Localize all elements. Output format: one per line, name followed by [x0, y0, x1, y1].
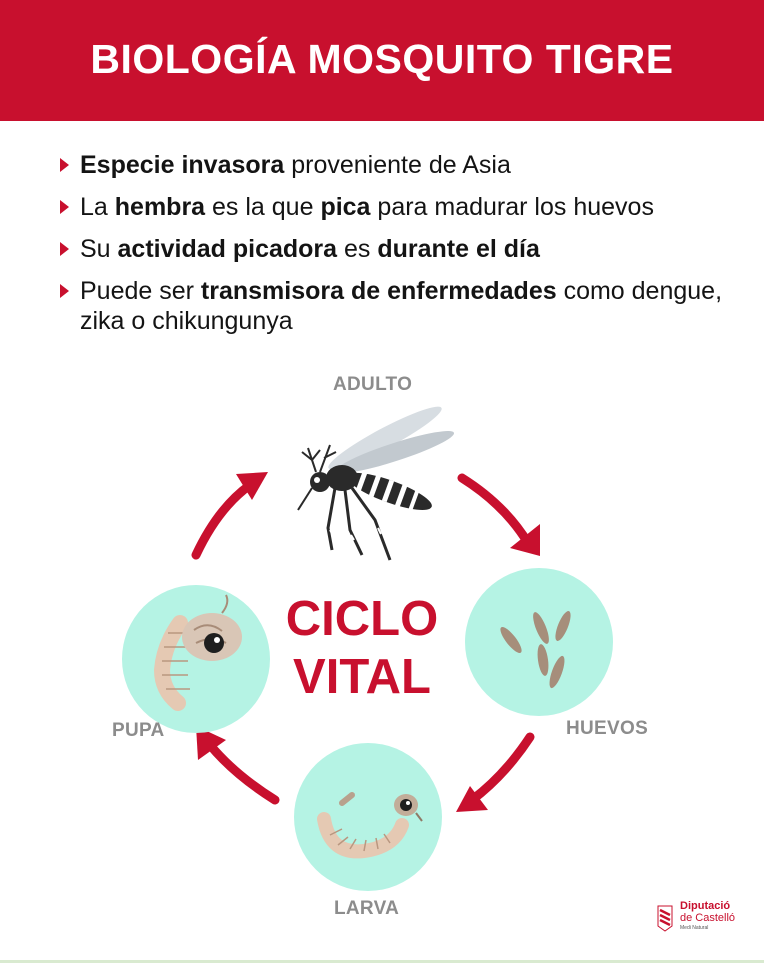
fact-bold-text: pica: [320, 193, 371, 221]
stage-label-larva: LARVA: [334, 898, 400, 919]
fact-text: proveniente de Asia: [284, 151, 511, 179]
fact-bold-text: durante el día: [377, 235, 540, 263]
pupa-icon: [122, 585, 270, 733]
eggs-circle: [465, 568, 613, 716]
fact-text: como dengue, zika o chikungunya: [80, 277, 723, 335]
arrow-larva-to-pupa: [210, 745, 275, 800]
fact-bold-text: hembra: [114, 193, 206, 221]
fact-text: es la que: [205, 193, 321, 221]
logo-emblem-icon: [656, 902, 676, 932]
fact-bold-text: Especie invasora: [80, 151, 285, 179]
larva-icon: [294, 743, 442, 891]
stage-label-adult: ADULTO: [333, 374, 413, 395]
fact-text: para madurar los huevos: [370, 193, 654, 221]
eggs-icon: [465, 568, 613, 716]
fact-text: Su: [80, 235, 118, 263]
fact-text: es: [337, 235, 378, 263]
logo-line1: Diputació: [680, 900, 731, 912]
mosquito-icon: [290, 400, 470, 565]
cycle-title-line1: CICLO: [285, 592, 439, 646]
arrow-pupa-to-adult: [196, 485, 250, 555]
cycle-title-line2: VITAL: [293, 650, 431, 704]
fact-text: La: [80, 193, 115, 221]
diputacio-logo: [656, 898, 746, 938]
pupa-circle: [122, 585, 270, 733]
page-title: BIOLOGÍA MOSQUITO TIGRE: [90, 36, 674, 82]
logo-line2: de Castelló: [680, 912, 736, 924]
logo-line3: Medi Natural: [680, 925, 709, 931]
stage-label-pupa: PUPA: [112, 720, 165, 741]
arrow-adult-to-eggs: [462, 478, 528, 543]
larva-circle: [294, 743, 442, 891]
fact-text: Puede ser: [80, 277, 201, 305]
arrow-eggs-to-larva: [472, 737, 530, 800]
fact-bold-text: actividad picadora: [117, 235, 338, 263]
stage-label-eggs: HUEVOS: [566, 718, 649, 739]
fact-bold-text: transmisora de enfermedades: [200, 277, 557, 305]
